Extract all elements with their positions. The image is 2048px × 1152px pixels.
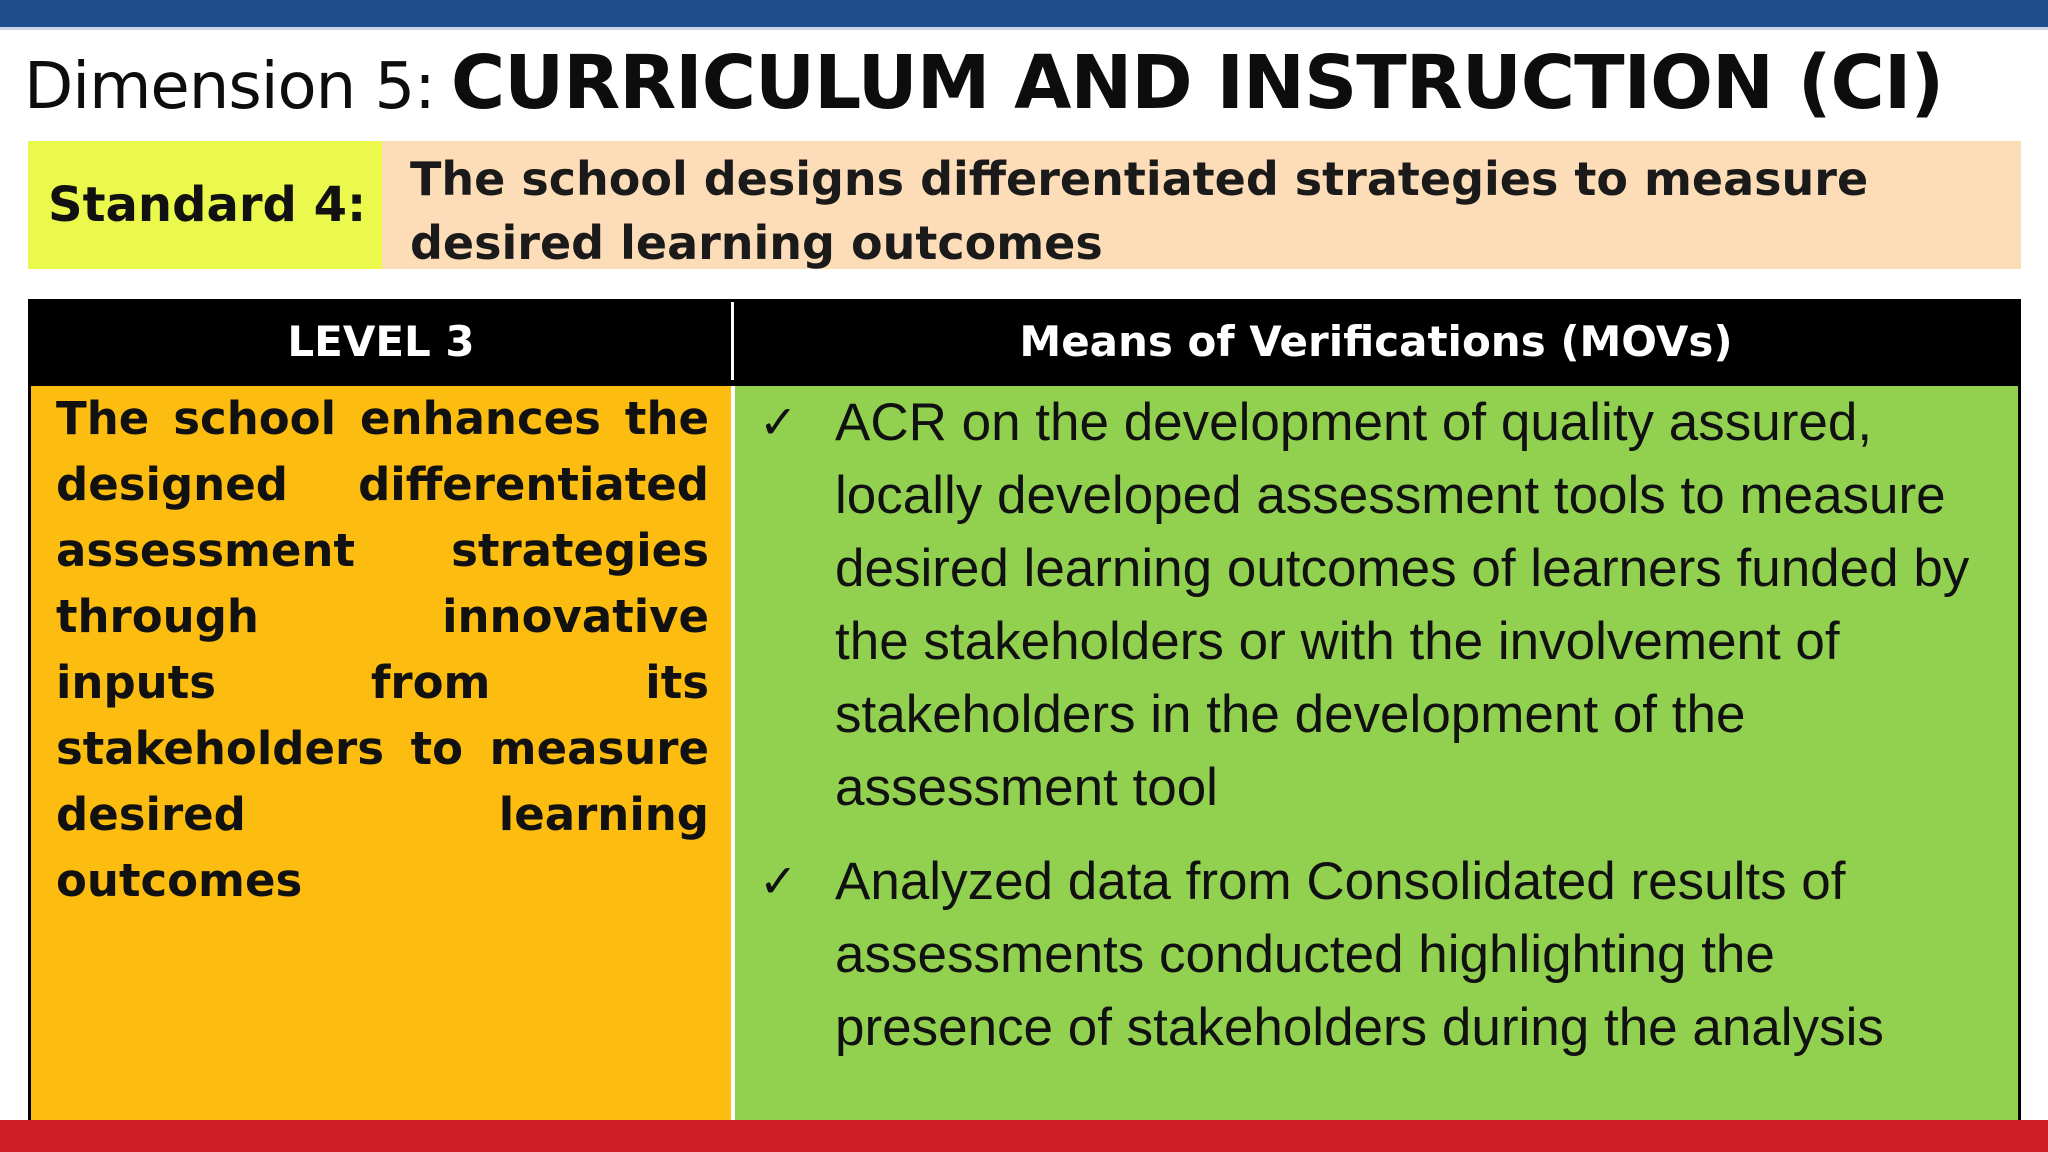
title-prefix: Dimension 5:: [24, 50, 435, 124]
standard-description: The school designs differentiated strategies to measure desired learning outcomes: [382, 141, 2021, 269]
checkmark-icon: ✓: [759, 854, 798, 908]
mov-cell: [735, 386, 2018, 1136]
slide-title: [24, 40, 1943, 130]
table-row: [31, 386, 2018, 1136]
header-level: LEVEL 3: [287, 316, 475, 366]
level-description: The school enhances the designed differentiated assessment strategies through innovative inputs from its stakeholders to measure desired learning outcomes: [31, 386, 731, 1136]
standard-banner: [28, 141, 2021, 269]
table-header-row: [31, 302, 2018, 380]
header-movs: Means of Verifications (MOVs): [731, 302, 2018, 380]
list-item: [759, 845, 1978, 1064]
top-accent-bar: [0, 0, 2048, 27]
list-item: [759, 386, 1978, 824]
checkmark-icon: ✓: [759, 395, 798, 449]
bottom-accent-bar: [0, 1120, 2048, 1152]
top-accent-stripe: [0, 27, 2048, 30]
standard-label: Standard 4:: [28, 141, 382, 269]
mov-text: Analyzed data from Consolidated results of assessments conducted highlighting the presence of stakeholders during the analysis: [835, 852, 1884, 1057]
mov-text: ACR on the development of quality assured, locally developed assessment tools to measure desired learning outcomes of learners funded by the stakeholders or with the involvement of stakeholders in the development of the assessment tool: [835, 393, 1970, 817]
level-mov-table: [28, 299, 2021, 1139]
title-main: CURRICULUM AND INSTRUCTION (CI): [450, 40, 1944, 126]
mov-list: [759, 386, 1978, 1064]
